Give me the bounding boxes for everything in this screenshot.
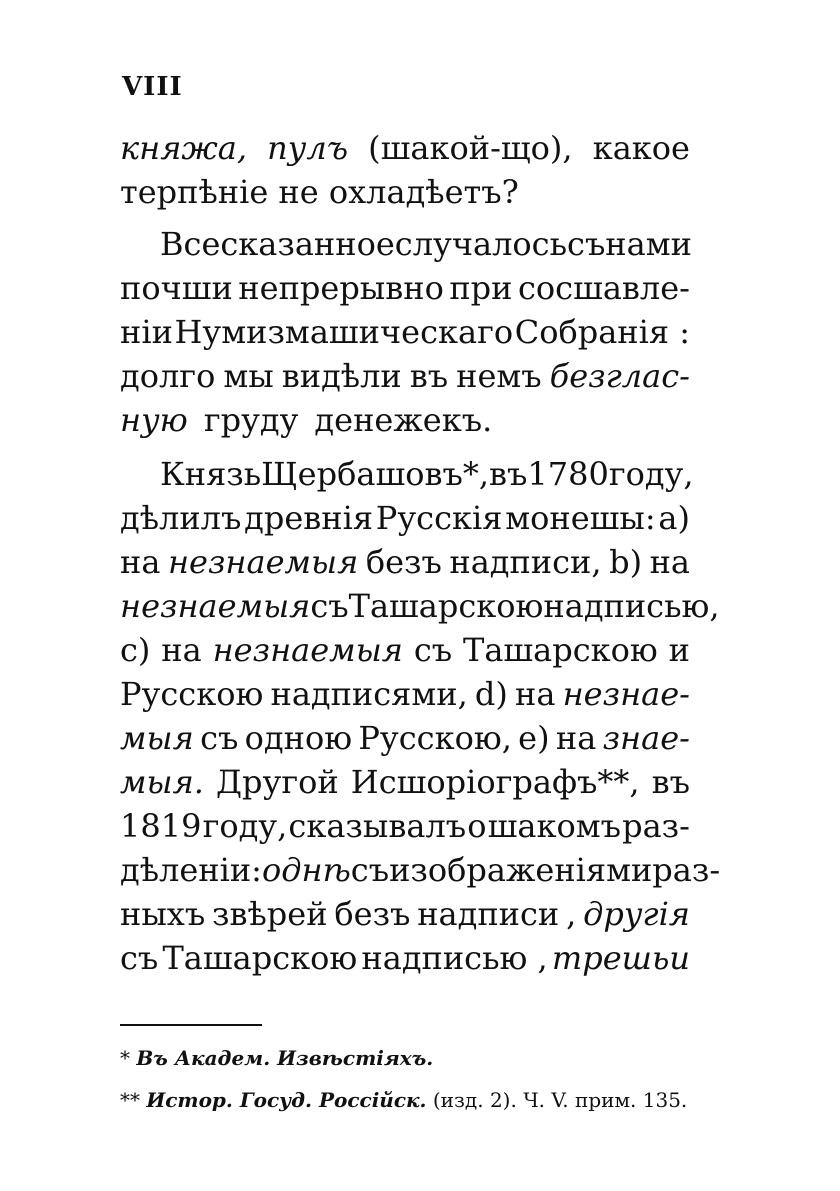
word: , bbox=[566, 895, 577, 933]
footnote-marker: * bbox=[120, 1046, 130, 1070]
text-line-14 bbox=[120, 716, 690, 760]
word: сказанное bbox=[220, 225, 395, 263]
word: одною bbox=[244, 719, 353, 757]
footnote-marker: ** bbox=[120, 1088, 140, 1112]
word: 1819 bbox=[120, 807, 202, 845]
word: 1780 bbox=[527, 455, 609, 493]
word: e) bbox=[518, 719, 550, 757]
word: на bbox=[161, 631, 202, 669]
word: Русскою bbox=[120, 675, 264, 713]
word: мыя. bbox=[120, 763, 204, 801]
word: надписи, bbox=[449, 543, 602, 581]
word: надписью, bbox=[543, 587, 720, 625]
word: Все bbox=[160, 225, 221, 263]
word: ніи bbox=[120, 313, 173, 351]
text-line-1 bbox=[120, 126, 690, 170]
word: съ bbox=[310, 587, 349, 625]
word: раз- bbox=[622, 807, 690, 845]
word: непрерывно bbox=[238, 269, 444, 307]
word: безглас- bbox=[549, 357, 690, 395]
word: незнаемыя bbox=[212, 631, 403, 669]
word: сосшавле- bbox=[517, 269, 690, 307]
word: Исшоріографъ**, bbox=[350, 763, 640, 801]
text-line-15 bbox=[120, 760, 690, 804]
text-line-2 bbox=[120, 170, 690, 214]
word: Ташарскою bbox=[162, 939, 358, 977]
word: мы bbox=[223, 357, 274, 395]
word: Нумизмашическаго bbox=[174, 313, 514, 351]
footnote-source: Истор. Госуд. Россійск. bbox=[146, 1088, 427, 1112]
word: долго bbox=[120, 357, 216, 395]
text-line-8 bbox=[160, 452, 694, 496]
word: съ bbox=[350, 851, 390, 889]
word: Собранія : bbox=[514, 313, 690, 351]
word: шакомъ bbox=[487, 807, 621, 845]
word: надписями, bbox=[270, 675, 468, 713]
word: съ bbox=[120, 939, 159, 977]
word: какое bbox=[592, 129, 690, 167]
word: случалось bbox=[394, 225, 568, 263]
footnote-reference: (изд. 2). Ч. V. прим. 135. bbox=[432, 1088, 688, 1112]
word: сказывалъ bbox=[288, 807, 467, 845]
text-line-16 bbox=[120, 804, 690, 848]
word: въ bbox=[409, 357, 449, 395]
word: раз- bbox=[652, 851, 721, 889]
word: незнае- bbox=[562, 675, 690, 713]
word: монешы: bbox=[505, 499, 656, 537]
word: Князь bbox=[160, 455, 262, 493]
word: на bbox=[120, 543, 161, 581]
text-line-3 bbox=[160, 222, 690, 266]
footnote-1 bbox=[120, 1046, 433, 1070]
word: дѣленіи: bbox=[120, 851, 262, 889]
word: въ bbox=[489, 455, 528, 493]
word: пулъ bbox=[267, 129, 349, 167]
word: княжа, bbox=[120, 129, 247, 167]
word: съ bbox=[413, 631, 453, 669]
word: году, bbox=[202, 807, 288, 845]
word: другія bbox=[583, 895, 690, 933]
word: изображеніями bbox=[389, 851, 653, 889]
word: денежекъ. bbox=[314, 401, 493, 439]
word: мыя bbox=[120, 719, 194, 757]
word: дѣлилъ bbox=[120, 499, 242, 537]
text-line-19 bbox=[120, 936, 690, 980]
word: Русскою, bbox=[358, 719, 512, 757]
word: терпѣніе не охладѣетъ? bbox=[120, 173, 519, 211]
word: Щербашовъ*, bbox=[261, 455, 489, 493]
word: b) bbox=[609, 543, 643, 581]
word: съ bbox=[567, 225, 606, 263]
word: звѣрей bbox=[212, 895, 328, 933]
word: незнаемыя bbox=[120, 587, 311, 625]
word: Другой bbox=[216, 763, 339, 801]
text-line-6 bbox=[120, 354, 690, 398]
word: ную bbox=[120, 401, 188, 439]
word: c) bbox=[120, 631, 151, 669]
word: (шакой-що), bbox=[368, 129, 573, 167]
word: древнія bbox=[244, 499, 374, 537]
text-line-18 bbox=[120, 892, 690, 936]
page-number: VIII bbox=[122, 72, 183, 102]
text-line-13 bbox=[120, 672, 690, 716]
word: и bbox=[668, 631, 690, 669]
word: Ташарскою bbox=[463, 631, 658, 669]
word: при bbox=[449, 269, 513, 307]
word: Ташарскою bbox=[348, 587, 544, 625]
word: трешьи bbox=[551, 939, 690, 977]
word: однѣ bbox=[261, 851, 351, 889]
word: на bbox=[555, 719, 597, 757]
text-line-9 bbox=[120, 496, 690, 540]
word: Русскія bbox=[375, 499, 503, 537]
word: немъ bbox=[456, 357, 542, 395]
word: о bbox=[467, 807, 487, 845]
word: безъ bbox=[334, 895, 411, 933]
footnote-2 bbox=[120, 1088, 687, 1112]
word: на bbox=[515, 675, 556, 713]
word: надписи bbox=[417, 895, 560, 933]
word: груду bbox=[203, 401, 299, 439]
text-line-4 bbox=[120, 266, 690, 310]
word: ныхъ bbox=[120, 895, 206, 933]
footnote-text: Въ Академ. Извѣстіяхъ. bbox=[136, 1046, 434, 1070]
word: видѣли bbox=[281, 357, 402, 395]
word: незнаемыя bbox=[167, 543, 359, 581]
word: нами bbox=[605, 225, 692, 263]
word: надписью , bbox=[361, 939, 548, 977]
word: почши bbox=[120, 269, 233, 307]
word: безъ bbox=[365, 543, 442, 581]
word: въ bbox=[651, 763, 690, 801]
word: году, bbox=[608, 455, 694, 493]
text-line-12 bbox=[120, 628, 690, 672]
text-line-10 bbox=[120, 540, 690, 584]
word: d) bbox=[474, 675, 508, 713]
word: на bbox=[649, 543, 690, 581]
word: съ bbox=[200, 719, 239, 757]
text-line-11 bbox=[120, 584, 720, 628]
text-line-17 bbox=[120, 848, 721, 892]
word: a) bbox=[658, 499, 690, 537]
word: знае- bbox=[602, 719, 690, 757]
text-line-7 bbox=[120, 398, 690, 442]
footnote-divider bbox=[120, 1024, 262, 1026]
text-line-5 bbox=[120, 310, 690, 354]
